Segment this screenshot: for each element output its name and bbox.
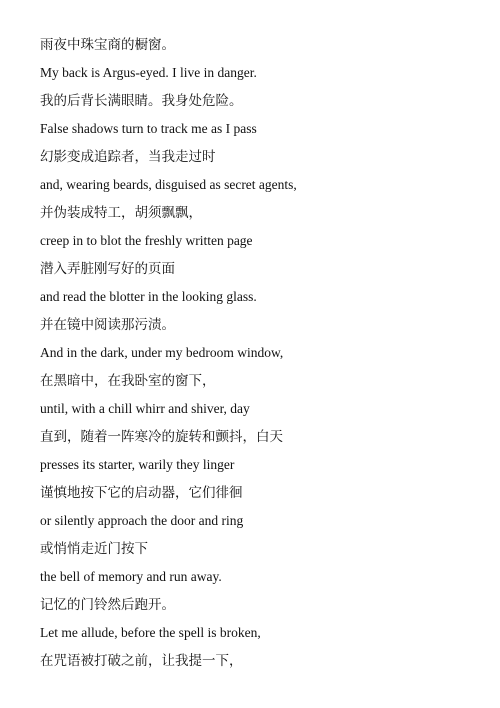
poem-line-zh: 记忆的门铃然后跑开。 [40, 597, 175, 613]
poem-line-en: creep in to blot the freshly written page [40, 233, 253, 248]
poem-line-en: the bell of memory and run away. [40, 569, 222, 584]
poem-line-zh: 并伪装成特工，胡须飘飘， [40, 205, 202, 221]
poem-lines [40, 31, 480, 675]
poem-line-zh: 或悄悄走近门按下 [40, 541, 148, 557]
poem-line-zh: 潜入弄脏刚写好的页面 [40, 261, 175, 277]
poem-line-en: presses its starter, warily they linger [40, 457, 235, 472]
poem-line-en: False shadows turn to track me as I pass [40, 121, 257, 136]
poem-line-zh: 在黑暗中，在我卧室的窗下， [40, 373, 216, 389]
poem-line-zh: 谨慎地按下它的启动器，它们徘徊 [40, 485, 243, 501]
poem-line-en: and read the blotter in the looking glass. [40, 289, 257, 304]
poem-line-zh: 我的后背长满眼睛。我身处危险。 [40, 93, 243, 109]
poem-line-en: Let me allude, before the spell is broken, [40, 625, 261, 640]
poem-line-zh: 幻影变成追踪者，当我走过时 [40, 149, 216, 165]
poem-line-en: or silently approach the door and ring [40, 513, 244, 528]
poem-line-zh: 直到，随着一阵寒冷的旋转和颤抖，白天 [40, 429, 283, 445]
poem-line-zh: 雨夜中珠宝商的橱窗。 [40, 37, 175, 53]
poem-line-en: My back is Argus-eyed. I live in danger. [40, 65, 257, 80]
poem-line-zh: 并在镜中阅读那污渍。 [40, 317, 175, 333]
poem-line-en: and, wearing beards, disguised as secret agents, [40, 177, 297, 192]
poem-line-en: And in the dark, under my bedroom window, [40, 345, 284, 360]
poem-line-en: until, with a chill whirr and shiver, day [40, 401, 250, 416]
poem-line-zh: 在咒语被打破之前，让我提一下， [40, 653, 243, 669]
